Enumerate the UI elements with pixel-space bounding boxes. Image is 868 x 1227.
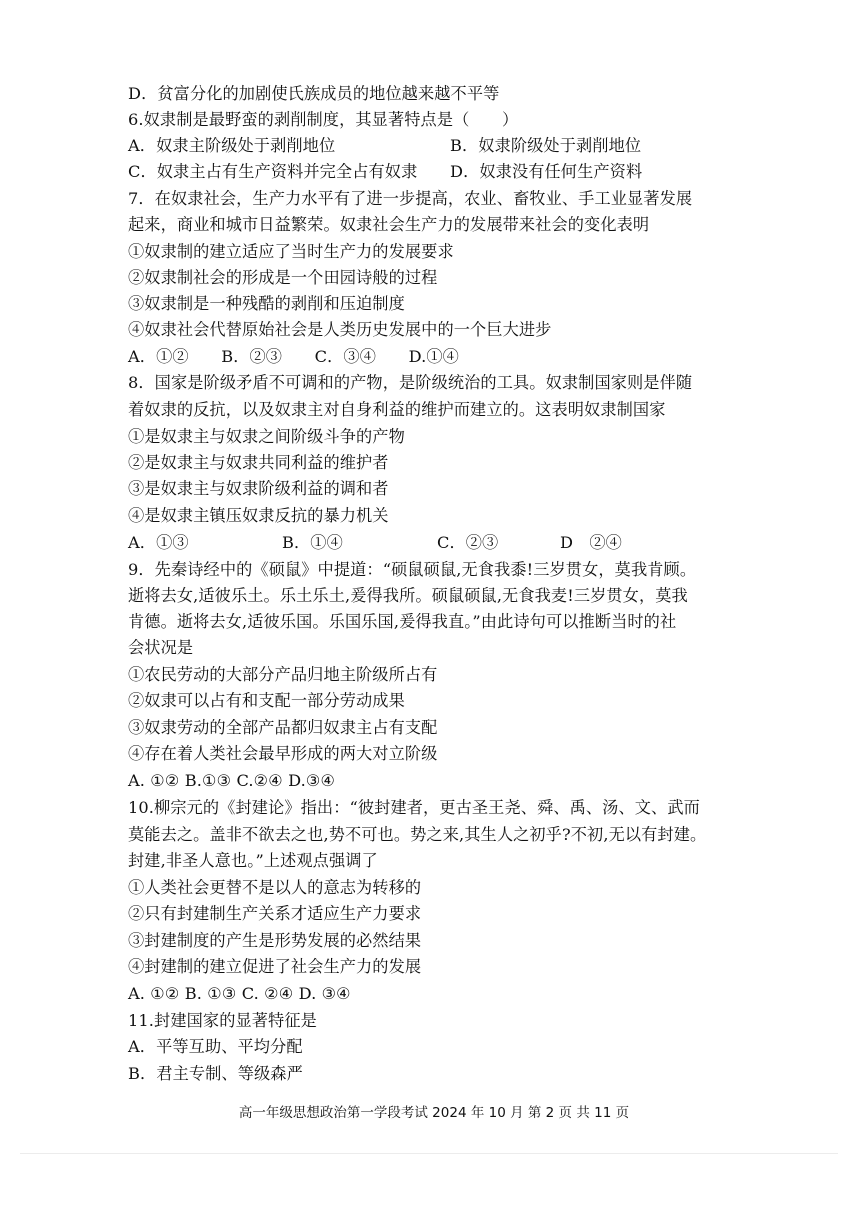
q5-option-d: D．贫富分化的加剧使氏族成员的地位越来越不平等: [128, 84, 500, 103]
q7-options: A．①② B．②③ C．③④ D.①④: [128, 347, 459, 366]
q7-statement-4: ④奴隶社会代替原始社会是人类历史发展中的一个巨大进步: [128, 320, 552, 339]
q10-statement-1: ①人类社会更替不是以人的意志为转移的: [128, 878, 422, 897]
q7-statement-2: ②奴隶制社会的形成是一个田园诗般的过程: [128, 268, 438, 287]
q8-option-d: D ②④: [560, 533, 622, 552]
q8-statement-4: ④是奴隶主镇压奴隶反抗的暴力机关: [128, 506, 389, 525]
q11-option-a: A．平等互助、平均分配: [128, 1037, 303, 1056]
q9-statement-1: ①农民劳动的大部分产品归地主阶级所占有: [128, 665, 438, 684]
q10-options: A. ①② B. ①③ C. ②④ D. ③④: [128, 984, 351, 1003]
q8-statement-1: ①是奴隶主与奴隶之间阶级斗争的产物: [128, 427, 405, 446]
page-footer: 高一年级思想政治第一学段考试 2024 年 10 月 第 2 页 共 11 页: [238, 1105, 630, 1121]
q7-stem-line2: 起来，商业和城市日益繁荣。奴隶社会生产力的发展带来社会的变化表明: [128, 215, 650, 234]
q9-stem-line1: 9．先秦诗经中的《硕鼠》中提道：“硕鼠硕鼠,无食我黍!三岁贯女，莫我肯顾。: [128, 560, 697, 579]
q9-statement-2: ②奴隶可以占有和支配一部分劳动成果: [128, 691, 405, 710]
q8-option-a: A．①③: [128, 533, 189, 552]
q10-statement-3: ③封建制度的产生是形势发展的必然结果: [128, 931, 422, 950]
q11-option-b: B．君主专制、等级森严: [128, 1064, 303, 1083]
q6-option-b: B．奴隶阶级处于剥削地位: [450, 136, 642, 155]
q9-statement-4: ④存在着人类社会最早形成的两大对立阶级: [128, 744, 438, 763]
q9-options: A. ①② B.①③ C.②④ D.③④: [128, 771, 336, 790]
q11-stem: 11.封建国家的显著特征是: [128, 1011, 317, 1030]
q8-stem-line2: 着奴隶的反抗，以及奴隶主对自身利益的维护而建立的。这表明奴隶制国家: [128, 400, 666, 419]
q6-option-d: D．奴隶没有任何生产资料: [450, 162, 643, 181]
q8-statement-3: ③是奴隶主与奴隶阶级利益的调和者: [128, 479, 389, 498]
q10-stem-line1: 10.柳宗元的《封建论》指出：“彼封建者，更古圣王尧、舜、禹、汤、文、武而: [128, 798, 700, 817]
q8-option-c: C．②③: [437, 533, 499, 552]
q10-stem-line3: 封建,非圣人意也。”上述观点强调了: [128, 851, 378, 870]
q10-stem-line2: 莫能去之。盖非不欲去之也,势不可也。势之来,其生人之初乎?不初,无以有封建。: [128, 825, 707, 844]
q7-stem-line1: 7．在奴隶社会，生产力水平有了进一步提高，农业、畜牧业、手工业显著发展: [128, 189, 693, 208]
q8-stem-line1: 8．国家是阶级矛盾不可调和的产物，是阶级统治的工具。奴隶制国家则是伴随: [128, 373, 693, 392]
q6-option-a: A．奴隶主阶级处于剥削地位: [128, 136, 336, 155]
q6-stem: 6.奴隶制是最野蛮的剥削制度，其显著特点是（ ）: [128, 110, 519, 129]
q9-stem-line4: 会状况是: [128, 638, 194, 657]
q10-statement-4: ④封建制的建立促进了社会生产力的发展: [128, 957, 422, 976]
q8-statement-2: ②是奴隶主与奴隶共同利益的维护者: [128, 453, 389, 472]
q6-option-c: C．奴隶主占有生产资料并完全占有奴隶: [128, 162, 418, 181]
q7-statement-1: ①奴隶制的建立适应了当时生产力的发展要求: [128, 242, 454, 261]
q10-statement-2: ②只有封建制生产关系才适应生产力要求: [128, 904, 422, 923]
q8-option-b: B．①④: [282, 533, 343, 552]
q9-statement-3: ③奴隶劳动的全部产品都归奴隶主占有支配: [128, 718, 438, 737]
footer-divider: [20, 1153, 838, 1154]
q7-statement-3: ③奴隶制是一种残酷的剥削和压迫制度: [128, 294, 405, 313]
q9-stem-line3: 肯德。逝将去女,适彼乐国。乐国乐国,爰得我直。”由此诗句可以推断当时的社: [128, 612, 677, 631]
q9-stem-line2: 逝将去女,适彼乐土。乐土乐土,爰得我所。硕鼠硕鼠,无食我麦!三岁贯女，莫我: [128, 586, 688, 605]
